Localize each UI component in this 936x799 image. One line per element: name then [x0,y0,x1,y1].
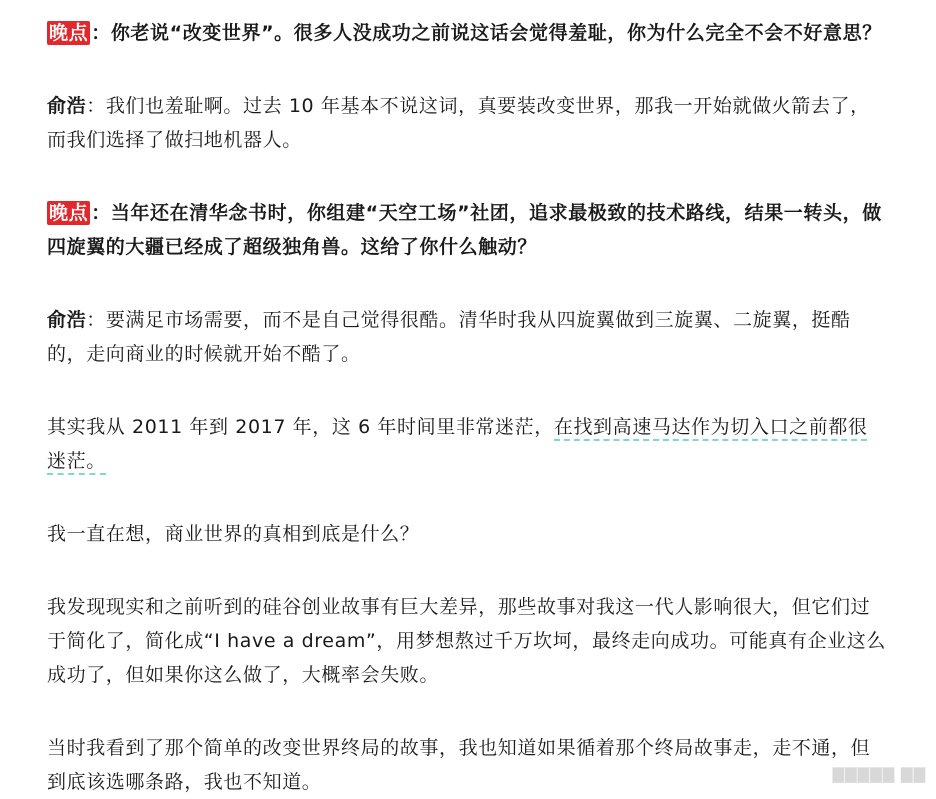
question-text: 你老说“改变世界”。很多人没成功之前说这话会觉得羞耻，你为什么完全不会不好意思？ [110,22,882,44]
speaker-name: 俞浩 [47,309,87,331]
latepost-tag: 晚点 [49,202,89,224]
paragraph-4: 我一直在想，商业世界的真相到底是什么？ [47,523,420,545]
question-1 [47,16,887,50]
paragraph-3 [47,410,887,478]
question-2 [47,196,887,264]
answer-colon: ： [86,95,106,117]
latepost-tag: 晚点 [49,22,89,44]
question-colon: ： [91,202,111,224]
answer-text: 要满足市场需要，而不是自己觉得很酷。清华时我从四旋翼做到三旋翼、二旋翼，挺酷的，走向商业的时候就开始不酷了。 [47,309,851,365]
paragraph-6: 当时我看到了那个简单的改变世界终局的故事，我也知道如果循着那个终局故事走，走不通，但到底该选哪条路，我也不知道。 [47,737,871,793]
answer-1 [47,89,887,157]
answer-text: 我们也羞耻啊。过去 10 年基本不说这词，真要装改变世界，那我一开始就做火箭去了，而我们选择了做扫地机器人。 [47,95,870,151]
paragraph-5: 我发现现实和之前听到的硅谷创业故事有巨大差异，那些故事对我这一代人影响很大，但它们过于简化了，简化成“I have a dream”，用梦想熬过千万坎坷，最终走向成功。可能真有企业这么成功了，但如果你这么做了，大概率会失败。 [47,596,886,686]
watermark-logo: ▇▇▇▇▇ ▇▇ [832,765,926,783]
question-text: 当年还在清华念书时，你组建“天空工场”社团，追求最极致的技术路线，结果一转头，做四旋翼的大疆已经成了超级独角兽。这给了你什么触动？ [47,202,882,258]
answer-2 [47,303,887,371]
speaker-name: 俞浩 [47,95,87,117]
article-body [47,16,887,799]
highlighted-phrase[interactable]: 在找到高速马达作为切入口之前都很迷茫。 [47,416,867,475]
answer-colon: ： [86,309,106,331]
paragraph-text: 其实我从 2011 年到 2017 年，这 6 年时间里非常迷茫， [47,416,554,438]
question-colon: ： [91,22,111,44]
